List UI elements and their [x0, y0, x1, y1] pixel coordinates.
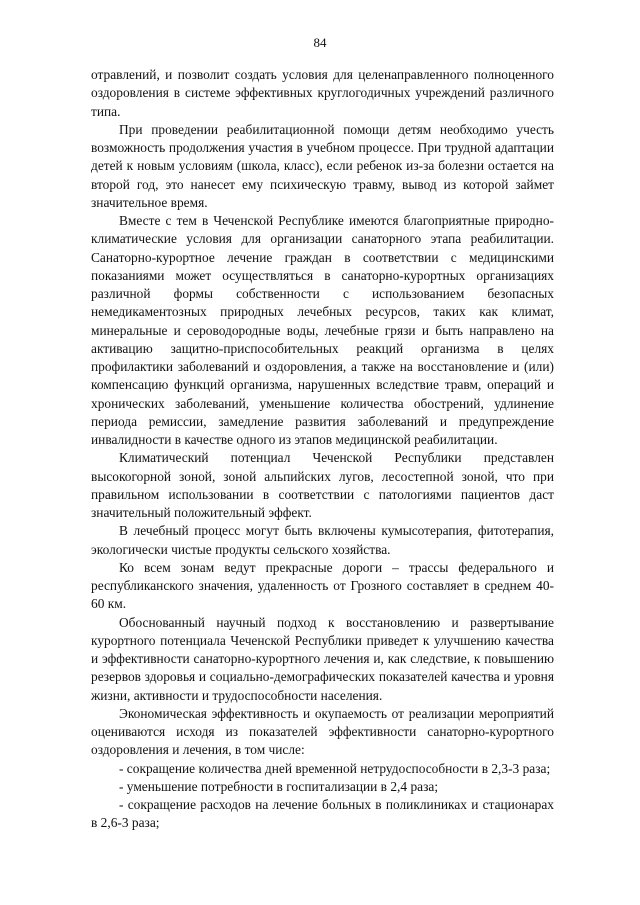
paragraph-sanatorium-conditions: Вместе с тем в Чеченской Республике имеются благоприятные природно-климатические условия для организации санаторного этапа реабилитации. Санаторно-курортное лечение граждан в соответствии с медицинскими показаниями может осуществляться в санаторно-курортных организациях различной формы собственности с использованием безопасных немедикаментозных природных лечебных ресурсов, таких как климат, минеральные и сероводородные воды, лечебные грязи и быть направлено на активацию защитно-приспособительных реакций организма в целях профилактики заболеваний и оздоровления, а также на восстановление и (или) компенсацию функций организма, нарушенных вследствие травм, операций и хронических заболеваний, уменьшение количества обострений, удлинение периода ремиссии, замедление развития заболеваний и предупреждение инвалидности в качестве одного из этапов медицинской реабилитации. [91, 213, 554, 447]
paragraph-economic-efficiency: Экономическая эффективность и окупаемость от реализации мероприятий оцениваются исходя из показателей эффективности санаторно-курортного оздоровления и лечения, в том числе: [91, 705, 554, 758]
paragraph-children-rehabilitation: При проведении реабилитационной помощи детям необходимо учесть возможность продолжения участия в учебном процессе. При трудной адаптации детей к новым условиям (школа, класс), если ребенок из-за болезни остается на второй год, это нанесет ему психическую травму, вывод из которой займет значительное время. [91, 121, 554, 210]
paragraph-climatic-potential: Климатический потенциал Чеченской Республики представлен высокогорной зоной, зоной альпийских лугов, лесостепной зоной, что при правильном использовании в соответствии с патологиями пациентов даст значительный положительный эффект. [91, 450, 554, 520]
list-item-treatment-costs: - сокращение расходов на лечение больных в поликлиниках и стационарах в 2,6-3 раза; [91, 797, 554, 831]
page-number: 84 [313, 35, 327, 50]
paragraph-continuation: отравлений, и позволит создать условия для целенаправленного полноценного оздоровления в системе эффективных круглогодичных учреждений различного типа. [91, 67, 554, 119]
paragraph-roads: Ко всем зонам ведут прекрасные дороги – трассы федерального и республиканского значения, удаленность от Грозного составляет в среднем 40-60 км. [91, 559, 554, 612]
paragraph-treatment-methods: В лечебный процесс могут быть включены кумысотерапия, фитотерапия, экологически чистые продукты сельского хозяйства. [91, 523, 554, 557]
list-item-hospitalization: - уменьшение потребности в госпитализации в 2,4 раза; [119, 778, 439, 794]
list-item-sick-days: - сокращение количества дней временной нетрудоспособности в 2,3-3 раза; [119, 760, 551, 776]
body-text [91, 66, 554, 833]
paragraph-scientific-approach: Обоснованный научный подход к восстановлению и развертывание курортного потенциала Чеченской Республики приведет к улучшению качества и эффективности санаторно-курортного лечения и, как следствие, к повышению резервов здоровья и социально-демографических показателей качества и уровня жизни, активности и трудоспособности населения. [91, 614, 554, 703]
